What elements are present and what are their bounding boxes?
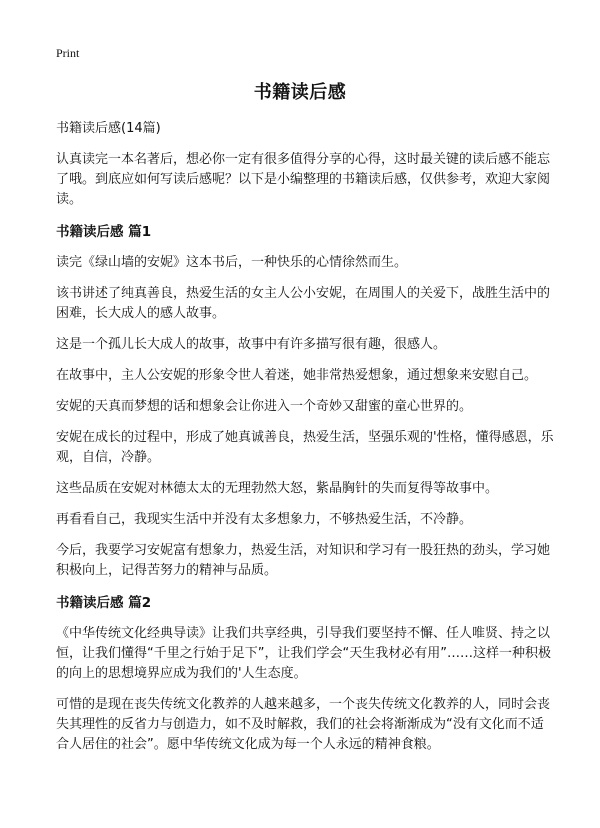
- section-1-paragraph: 再看看自己，我现实生活中并没有太多想象力，不够热爱生活，不冷静。: [56, 512, 473, 527]
- section-1-paragraph: 安妮的天真而梦想的话和想象会让你进入一个奇妙又甜蜜的童心世界的。: [56, 399, 473, 414]
- section-1-paragraph: 今后，我要学习安妮富有想象力，热爱生活，对知识和学习有一股狂热的劲头，学习她积极向上，记得苦努力的精神与品质。: [56, 543, 551, 578]
- section-heading-2: 书籍读后感 篇2: [56, 595, 152, 611]
- section-1-paragraph: 这是一个孤儿长大成人的故事，故事中有许多描写很有趣，很感人。: [56, 337, 447, 352]
- document-body: [56, 120, 556, 766]
- section-heading-1: 书籍读后感 篇1: [56, 224, 152, 240]
- intro-paragraph: 认真读完一本名著后，想必你一定有很多值得分享的心得，这时最关键的读后感不能忘了哦。到底应如何写读后感呢？以下是小编整理的书籍读后感，仅供参考，欢迎大家阅读。: [56, 152, 551, 207]
- print-link[interactable]: Print: [56, 46, 80, 60]
- document-title: 书籍读后感: [253, 82, 347, 103]
- document-subtitle: 书籍读后感(14篇): [56, 121, 161, 136]
- section-2-paragraph: 可惜的是现在丧失传统文化教养的人越来越多，一个丧失传统文化教养的人，同时会丧失其理性的反省力与创造力，如不及时解救，我们的社会将渐渐成为“没有文化而不适合人居住的社会”。愿中华传统文化成为每一个人永远的精神食粮。: [56, 697, 551, 752]
- section-1-paragraph: 在故事中，主人公安妮的形象令世人着迷，她非常热爱想象，通过想象来安慰自己。: [56, 368, 538, 383]
- section-1-paragraph: 读完《绿山墙的安妮》这本书后，一种快乐的心情徐然而生。: [56, 255, 408, 270]
- section-1-paragraph: 安妮在成长的过程中，形成了她真诚善良，热爱生活，坚强乐观的'性格，懂得感恩，乐观，自信，冷静。: [56, 430, 554, 465]
- section-1-paragraph: 该书讲述了纯真善良，热爱生活的女主人公小安妮，在周围人的关爱下，战胜生活中的困难，长大成人的感人故事。: [56, 286, 551, 321]
- section-2-paragraph: 《中华传统文化经典导读》让我们共享经典，引导我们要坚持不懈、任人唯贤、持之以恒，让我们懂得“千里之行始于足下”，让我们学会“天生我材必有用”……这样一种积极的向上的思想境界应成为我们的'人生态度。: [56, 626, 551, 681]
- section-1-paragraph: 这些品质在安妮对林德太太的无理勃然大怒，紫晶胸针的失而复得等故事中。: [56, 481, 499, 496]
